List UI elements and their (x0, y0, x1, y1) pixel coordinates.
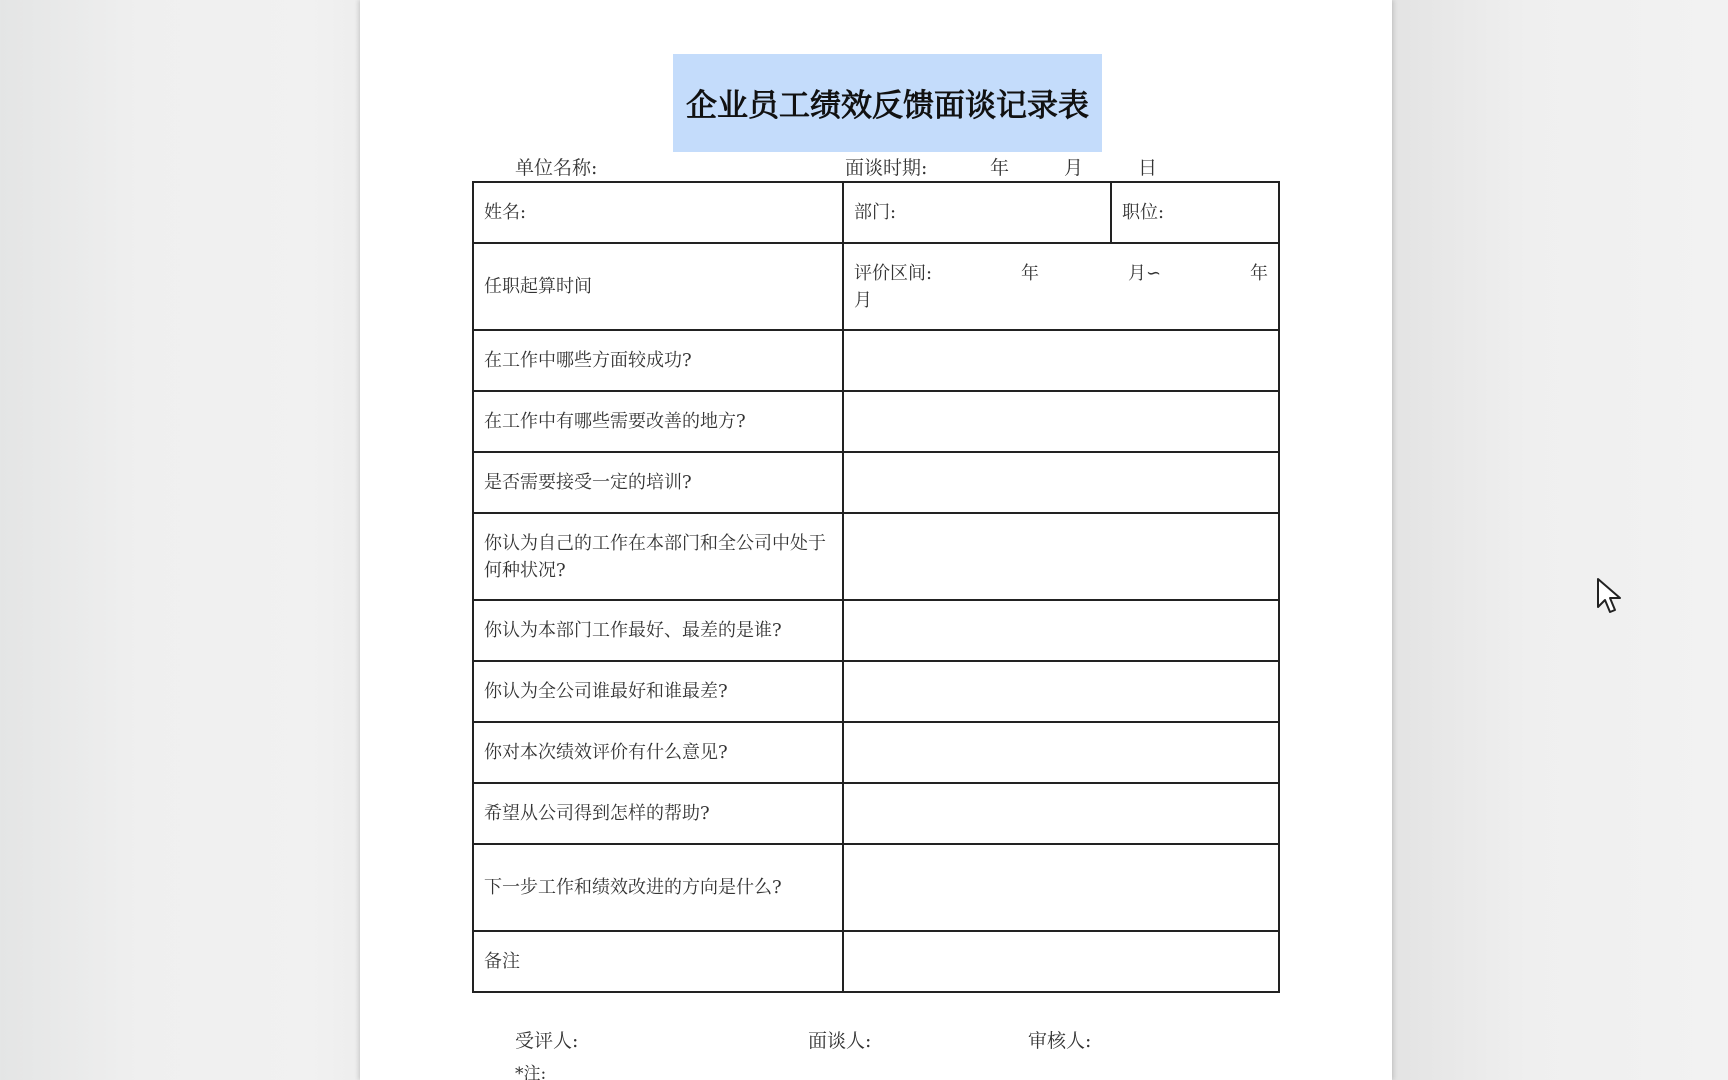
position-label: 职位: (1122, 202, 1165, 223)
table-row (473, 452, 1279, 513)
question-label: 下一步工作和绩效改进的方向是什么? (484, 877, 782, 898)
table-row (473, 931, 1279, 992)
answer-cell[interactable] (843, 661, 1279, 722)
tenure-label: 任职起算时间 (484, 276, 592, 297)
tenure-cell[interactable] (473, 243, 843, 330)
question-label: 你认为全公司谁最好和谁最差? (484, 681, 728, 702)
answer-cell[interactable] (843, 600, 1279, 661)
remarks-answer-cell[interactable] (843, 931, 1279, 992)
table-row (473, 722, 1279, 783)
answer-cell[interactable] (843, 391, 1279, 452)
department-label: 部门: (854, 202, 897, 223)
question-cell (473, 722, 843, 783)
table-row (473, 330, 1279, 391)
position-cell[interactable] (1111, 182, 1279, 243)
range-month-end: 月 (854, 289, 872, 311)
question-cell (473, 600, 843, 661)
table-row (473, 783, 1279, 844)
question-label: 希望从公司得到怎样的帮助? (484, 803, 710, 824)
question-cell (473, 330, 843, 391)
table-row (473, 391, 1279, 452)
table-row (473, 661, 1279, 722)
answer-cell[interactable] (843, 330, 1279, 391)
table-row (473, 600, 1279, 661)
question-label: 你对本次绩效评价有什么意见? (484, 742, 728, 763)
table-row (473, 182, 1279, 243)
range-year-end: 年 (1249, 262, 1268, 284)
question-cell (473, 452, 843, 513)
answer-cell[interactable] (843, 844, 1279, 931)
range-month-start: 月∽ (1127, 262, 1162, 284)
question-label: 在工作中有哪些需要改善的地方? (484, 411, 746, 432)
reviewee-label: 受评人: (515, 1030, 579, 1052)
question-cell (473, 661, 843, 722)
interview-day-label: 日 (1138, 157, 1158, 179)
table-row (473, 513, 1279, 600)
document-title[interactable]: 企业员工绩效反馈面谈记录表 (686, 88, 1089, 124)
interview-year-label: 年 (990, 157, 1010, 179)
question-cell (473, 844, 843, 931)
evaluation-range-label: 评价区间: (854, 262, 933, 284)
question-label: 你认为本部门工作最好、最差的是谁? (484, 620, 782, 641)
question-cell (473, 513, 843, 600)
question-cell (473, 783, 843, 844)
remarks-label: 备注 (484, 951, 520, 972)
name-cell[interactable] (473, 182, 843, 243)
answer-cell[interactable] (843, 783, 1279, 844)
evaluation-range-cell[interactable] (843, 243, 1279, 330)
interview-time-label: 面谈时期: (845, 157, 928, 179)
question-cell (473, 391, 843, 452)
question-label: 你认为自己的工作在本部门和全公司中处于何种状况? (484, 532, 826, 581)
name-label: 姓名: (484, 202, 527, 223)
table-row (473, 844, 1279, 931)
canvas-background (1392, 0, 1728, 1080)
question-label: 在工作中哪些方面较成功? (484, 350, 692, 371)
range-year-start: 年 (1021, 262, 1040, 284)
answer-cell[interactable] (843, 513, 1279, 600)
interviewer-label: 面谈人: (808, 1030, 872, 1052)
department-cell[interactable] (843, 182, 1111, 243)
unit-name-label: 单位名称: (515, 157, 598, 179)
auditor-label: 审核人: (1028, 1030, 1092, 1052)
feedback-form-table (472, 181, 1280, 993)
answer-cell[interactable] (843, 722, 1279, 783)
remarks-cell (473, 931, 843, 992)
answer-cell[interactable] (843, 452, 1279, 513)
mouse-pointer-icon (1596, 577, 1624, 617)
note-label: *注: (515, 1064, 547, 1080)
question-label: 是否需要接受一定的培训? (484, 472, 692, 493)
interview-month-label: 月 (1064, 157, 1084, 179)
table-row (473, 243, 1279, 330)
